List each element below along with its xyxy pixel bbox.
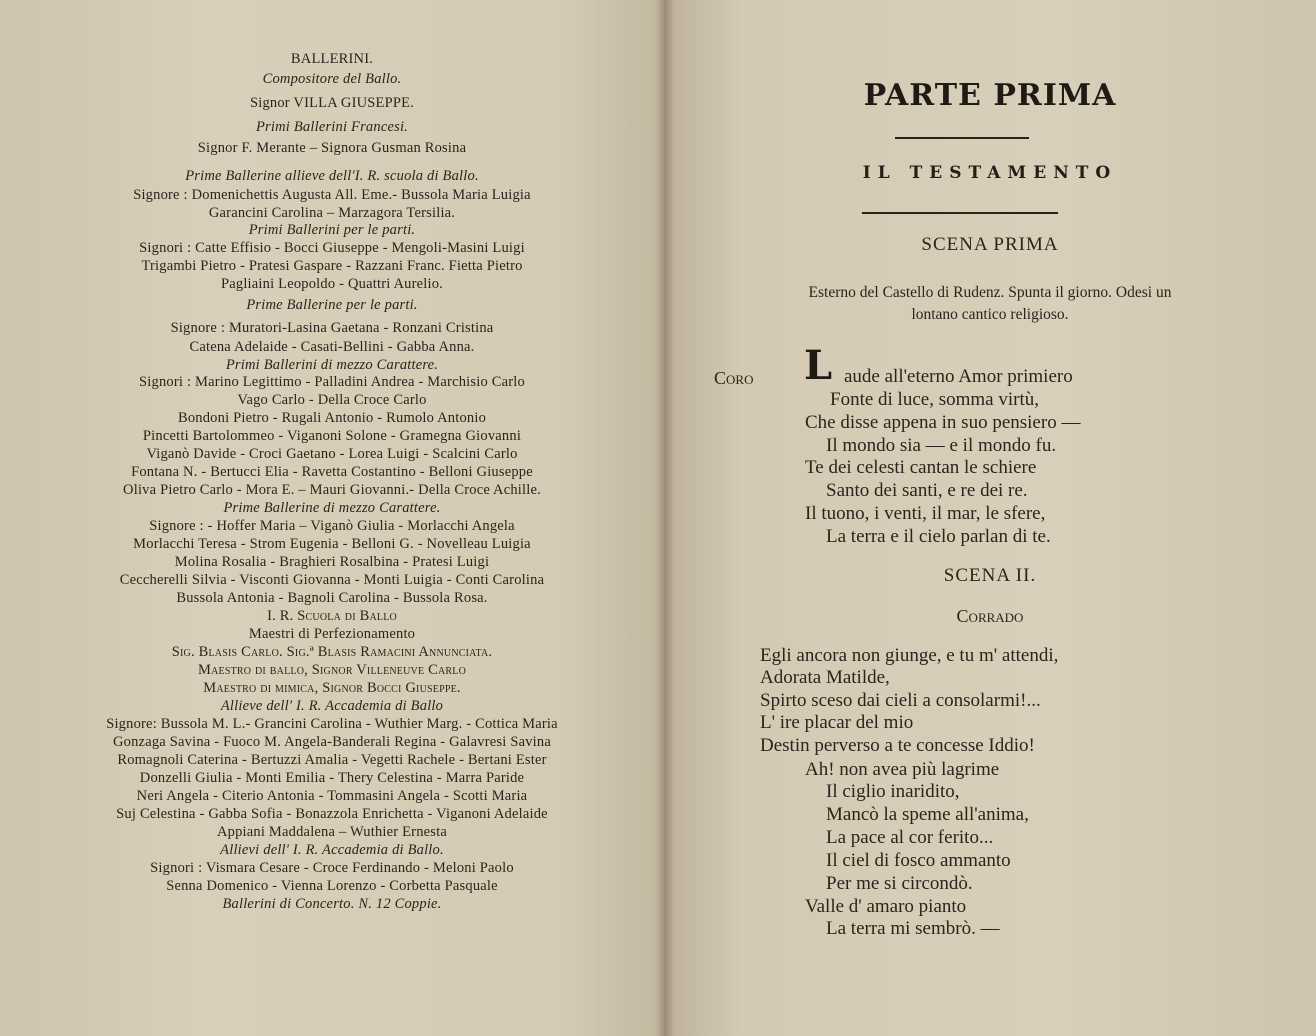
cast-line: Gonzaga Savina - Fuoco M. Angela-Banderali Regina - Galavresi Savina — [112, 734, 551, 750]
right-page — [664, 0, 1316, 1036]
coro-verse-line: Che disse appena in suo pensiero — — [805, 412, 1081, 433]
cast-line: Signori : Vismara Cesare - Croce Ferdinando - Meloni Paolo — [150, 860, 514, 876]
book-gutter — [655, 0, 675, 1036]
coro-speaker: Coro — [714, 368, 754, 388]
cast-line: Bussola Antonia - Bagnoli Carolina - Bussola Rosa. — [176, 590, 488, 606]
cast-line: Suj Celestina - Gabba Sofia - Bonazzola Enrichetta - Viganoni Adelaide — [116, 806, 548, 822]
cast-line: Fontana N. - Bertucci Elia - Ravetta Costantino - Belloni Giuseppe — [131, 464, 533, 480]
cast-line: Pagliaini Leopoldo - Quattri Aurelio. — [220, 276, 444, 292]
coro-verse-line: La terra e il cielo parlan di te. — [826, 526, 1051, 547]
cast-line: Maestro di ballo, Signor Villeneuve Carlo — [198, 662, 466, 678]
cast-line: Vago Carlo - Della Croce Carlo — [237, 392, 427, 408]
scene1-direction-1: Esterno del Castello di Rudenz. Spunta il giorno. Odesi un — [808, 284, 1172, 301]
corrado-verse-line: La pace al cor ferito... — [826, 827, 994, 848]
coro-verse-line: Il tuono, i venti, il mar, le sfere, — [805, 503, 1046, 524]
cast-line: Primi Ballerini Francesi. — [256, 119, 408, 135]
cast-line: Maestri di Perfezionamento — [248, 626, 416, 642]
part-title: PARTE PRIMA — [863, 78, 1117, 113]
corrado-verse-line: La terra mi sembrò. — — [826, 918, 1000, 939]
cast-line: Primi Ballerini di mezzo Carattere. — [225, 357, 439, 373]
corrado-verse-line: Ah! non avea più lagrime — [805, 759, 1000, 780]
scene1-title: SCENA PRIMA — [921, 234, 1059, 255]
cast-line: Ballerini di Concerto. N. 12 Coppie. — [222, 896, 442, 912]
coro-verse-line: Te dei celesti cantan le schiere — [805, 457, 1037, 478]
cast-line: Signore: Bussola M. L.- Grancini Carolina - Wuthier Marg. - Cottica Maria — [106, 716, 558, 732]
cast-line: Senna Domenico - Vienna Lorenzo - Corbetta Pasquale — [166, 878, 498, 894]
cast-line: Signor VILLA GIUSEPPE. — [249, 95, 415, 111]
ornament-rule-1 — [895, 137, 1029, 139]
ornament-rule-2 — [862, 212, 1058, 214]
corrado-verse-line: Egli ancora non giunge, e tu m' attendi, — [760, 645, 1059, 666]
cast-line: Allieve dell' I. R. Accademia di Ballo — [220, 698, 444, 714]
dropcap-letter: L — [804, 342, 833, 389]
scene1-direction-2: lontano cantico religioso. — [911, 306, 1069, 323]
cast-line: Signori : Marino Legittimo - Palladini Andrea - Marchisio Carlo — [139, 374, 525, 390]
cast-line: Primi Ballerini per le parti. — [248, 222, 416, 238]
corrado-verse-line: Il ciglio inaridito, — [826, 781, 960, 802]
cast-line: Molina Rosalia - Braghieri Rosalbina - Pratesi Luigi — [174, 554, 490, 570]
corrado-verse-line: Adorata Matilde, — [760, 667, 890, 688]
cast-line: Compositore del Ballo. — [262, 71, 402, 87]
cast-line: Maestro di mimica, Signor Bocci Giuseppe. — [203, 680, 461, 696]
cast-line: Viganò Davide - Croci Gaetano - Lorea Luigi - Scalcini Carlo — [146, 446, 518, 462]
scene2-title: SCENA II. — [943, 565, 1037, 586]
cast-line: Appiani Maddalena – Wuthier Ernesta — [216, 824, 448, 840]
corrado-verse-line: Per me si circondò. — [826, 873, 973, 894]
cast-line: Signori : Catte Effisio - Bocci Giuseppe - Mengoli-Masini Luigi — [139, 240, 525, 256]
cast-line: Signor F. Merante – Signora Gusman Rosina — [197, 140, 467, 156]
cast-line: BALLERINI. — [290, 51, 374, 67]
corrado-verse-line: Mancò la speme all'anima, — [826, 804, 1029, 825]
cast-line: Romagnoli Caterina - Bertuzzi Amalia - Vegetti Rachele - Bertani Ester — [117, 752, 547, 768]
cast-line: Signore : Domenichettis Augusta All. Eme.- Bussola Maria Luigia — [133, 187, 531, 203]
cast-line: Catena Adelaide - Casati-Bellini - Gabba Anna. — [189, 339, 475, 355]
cast-line: Neri Angela - Citerio Antonia - Tommasini Angela - Scotti Maria — [136, 788, 528, 804]
corrado-verse-line: Il ciel di fosco ammanto — [826, 850, 1011, 871]
scene2-speaker: Corrado — [956, 606, 1024, 626]
cast-line: Trigambi Pietro - Pratesi Gaspare - Razzani Franc. Fietta Pietro — [141, 258, 523, 274]
section-title: IL TESTAMENTO — [862, 163, 1118, 183]
corrado-verse-line: Valle d' amaro pianto — [805, 896, 967, 917]
cast-line: Ceccherelli Silvia - Visconti Giovanna - Monti Luigia - Conti Carolina — [119, 572, 545, 588]
cast-line: Prime Ballerine di mezzo Carattere. — [223, 500, 441, 516]
corrado-verse-line: L' ire placar del mio — [760, 712, 914, 733]
cast-line: Morlacchi Teresa - Strom Eugenia - Belloni G. - Novelleau Luigia — [133, 536, 531, 552]
corrado-verse-line: Spirto sceso dai cieli a consolarmi!... — [760, 690, 1041, 711]
coro-verse-line: Fonte di luce, somma virtù, — [830, 389, 1039, 410]
cast-line: Allievi dell' I. R. Accademia di Ballo. — [220, 842, 444, 858]
coro-verse-line: Il mondo sia — e il mondo fu. — [826, 435, 1057, 456]
cast-line: Garancini Carolina – Marzagora Tersilia. — [208, 205, 456, 221]
cast-line: Sig. Blasis Carlo. Sig.ª Blasis Ramacini Annunciata. — [171, 644, 493, 660]
cast-line: Prime Ballerine allieve dell'I. R. scuola di Ballo. — [185, 168, 479, 184]
cast-line: Oliva Pietro Carlo - Mora E. – Mauri Giovanni.- Della Croce Achille. — [123, 482, 541, 498]
cast-line: Prime Ballerine per le parti. — [246, 297, 418, 313]
coro-verse-line: Santo dei santi, e re dei re. — [826, 480, 1028, 501]
cast-line: Donzelli Giulia - Monti Emilia - Thery Celestina - Marra Paride — [139, 770, 525, 786]
cast-line: Signore : Muratori-Lasina Gaetana - Ronzani Cristina — [170, 320, 494, 336]
coro-verse-line: aude all'eterno Amor primiero — [844, 366, 1073, 387]
corrado-verse-line: Destin perverso a te concesse Iddio! — [760, 735, 1035, 756]
cast-line: I. R. Scuola di Ballo — [267, 608, 397, 624]
cast-line: Bondoni Pietro - Rugali Antonio - Rumolo Antonio — [177, 410, 487, 426]
cast-line: Signore : - Hoffer Maria – Viganò Giulia - Morlacchi Angela — [149, 518, 515, 534]
cast-line: Pincetti Bartolommeo - Viganoni Solone - Gramegna Giovanni — [142, 428, 522, 444]
